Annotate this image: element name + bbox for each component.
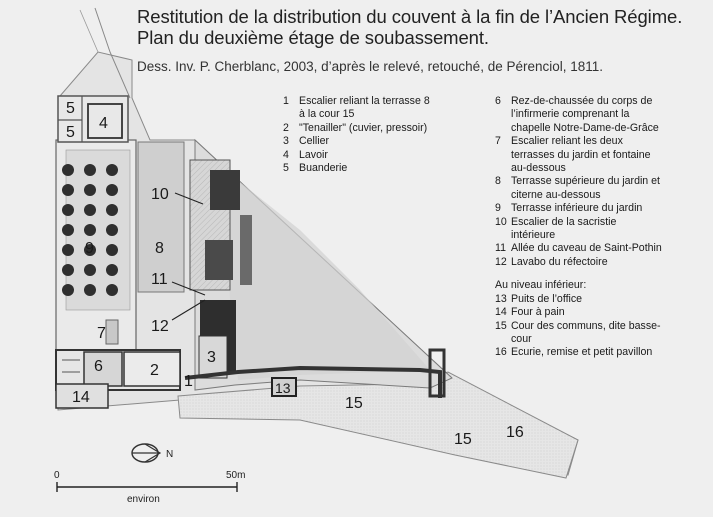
legend-text: "Tenailler" (cuvier, pressoir) [299,121,428,134]
legend-item [495,256,707,269]
legend-text: Lavoir [299,148,328,161]
tree [106,224,118,236]
legend-text: Allée du caveau de Saint-Pothin [511,242,662,255]
legend-lower-heading: Au niveau inférieur: [495,279,587,292]
label-16: 16 [506,424,524,441]
legend-item [495,216,707,243]
label-7: 7 [97,325,106,342]
legend-text: Buanderie [299,162,348,175]
label-10: 10 [151,186,169,203]
legend-text: Four à pain [511,306,565,319]
plan-title [137,6,709,48]
legend-text: Rez-de-chaussée du corps de l’infirmerie comprenant la chapelle Notre-Dame-de-Grâce [511,95,659,134]
label-1: 1 [184,373,193,390]
legend-item [495,293,707,306]
legend-item [283,135,473,148]
legend-number: 8 [495,175,501,188]
legend-text: Terrasse supérieure du jardin et citerne au-dessous [511,175,660,201]
legend-item [495,346,707,359]
legend-text: Escalier reliant les deux terrasses du jardin et fontaine au-dessous [511,135,651,175]
label-14: 14 [72,389,90,406]
legend-number: 6 [495,95,501,107]
legend-number: 7 [495,135,501,148]
legend-number: 11 [495,242,506,255]
tree [106,264,118,276]
label-13: 13 [275,380,291,396]
legend-item [495,306,707,319]
tree [84,184,96,196]
legend-text: Escalier reliant la terrasse 8 à la cour 15 [299,95,430,121]
tree [106,204,118,216]
legend-number: 2 [283,121,289,134]
legend-item [495,175,707,202]
legend-number: 10 [495,215,507,228]
legend-right-column [495,95,707,360]
legend-number: 14 [495,306,507,319]
legend-item [495,202,707,215]
tree [84,224,96,236]
tree [62,204,74,216]
label-12: 12 [151,318,169,335]
title-line-1: Restitution de la distribution du couvent à la fin de l’Ancien Régime. [137,6,683,27]
legend-item [283,149,473,162]
label-5-bottom: 5 [66,124,75,141]
tree [84,164,96,176]
tree [106,244,118,256]
tree [84,204,96,216]
drawing-credit: Dess. Inv. P. Cherblanc, 2003, d’après le relevé, retouché, de Pérenciol, 1811. [137,59,604,74]
label-11: 11 [151,271,168,288]
scale-bar [54,470,245,505]
tree [84,284,96,296]
legend-item [495,135,707,175]
legend-left-column [283,95,473,175]
legend-number: 13 [495,292,507,305]
legend-text: Ecurie, remise et petit pavillon [511,346,653,359]
legend-text: Cour des communs, dite basse- cour [511,319,661,345]
tree [62,284,74,296]
legend-item [495,95,707,135]
label-15-upper: 15 [345,395,363,412]
label-8: 8 [155,240,164,257]
tree [62,244,74,256]
scale-caption: environ [127,494,160,505]
tree [62,164,74,176]
label-9: 9 [85,240,94,257]
legend-text: Terrasse inférieure du jardin [511,202,643,215]
legend-item [283,95,473,122]
tree [106,164,118,176]
north-arrow [132,444,173,462]
tree [62,184,74,196]
label-6: 6 [94,358,103,375]
legend-item [283,122,473,135]
legend-text: Puits de l’office [511,292,583,305]
legend-number: 3 [283,135,289,148]
label-3: 3 [207,349,216,366]
legend-number: 1 [283,95,289,107]
label-5-top: 5 [66,100,75,117]
legend-item [283,162,473,175]
north-label: N [166,449,174,460]
legend-number: 4 [283,148,289,161]
legend-item [495,320,707,347]
terrace-8 [138,142,184,292]
title-line-2: Plan du deuxième étage de soubassement. [137,27,489,48]
legend-number: 15 [495,319,507,332]
tree [62,264,74,276]
scale-start: 0 [54,470,60,481]
tree [84,264,96,276]
label-2: 2 [150,362,159,379]
legend-item [495,242,707,255]
label-4: 4 [99,115,108,132]
legend-number: 12 [495,255,507,268]
label-15-lower: 15 [454,431,472,448]
tree [106,284,118,296]
scale-end: 50m [226,470,246,481]
legend-number: 5 [283,162,289,175]
legend-number: 9 [495,202,501,215]
legend-text: Escalier de la sacristie intérieure [511,215,617,242]
legend-text: Cellier [299,135,330,148]
tree [106,184,118,196]
legend-number: 16 [495,346,507,359]
tree [62,224,74,236]
legend-text: Lavabo du réfectoire [511,255,608,268]
